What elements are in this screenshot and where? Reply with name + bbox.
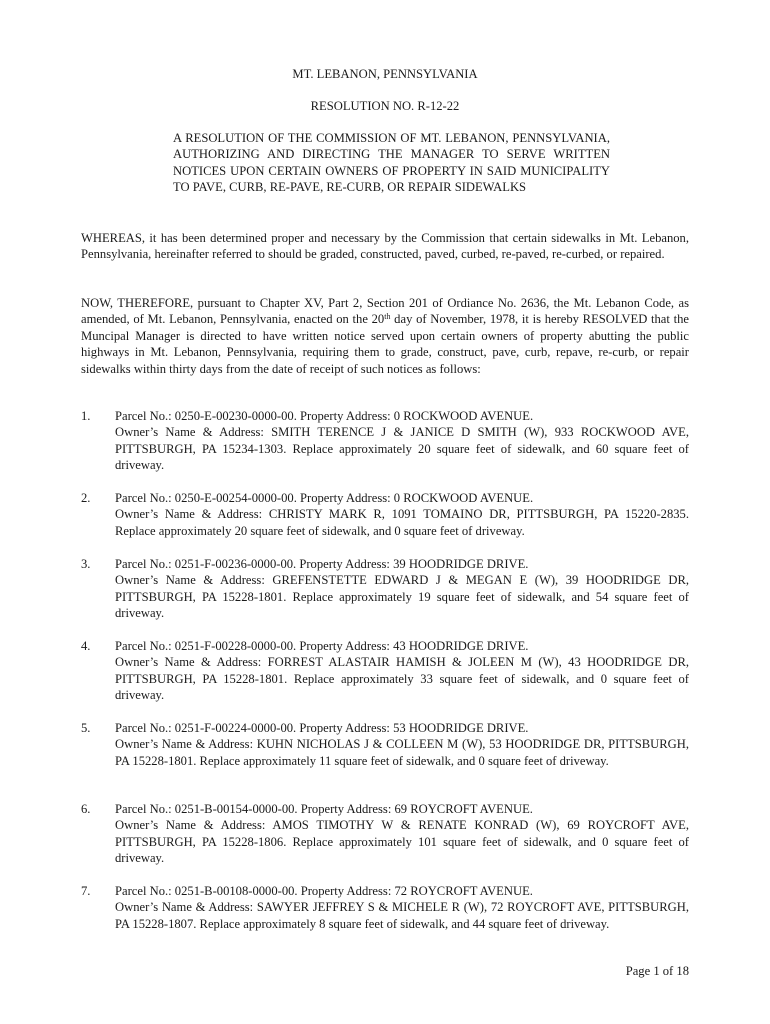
owner-line: Owner’s Name & Address: FORREST ALASTAIR HAMISH & JOLEEN M (W), 43 HOODRIDGE DR, PITTSBURGH, PA 15228-1801. Replace approximately 33 square feet of sidewalk, and 0 square feet of driveway. xyxy=(115,655,689,703)
item-body xyxy=(115,490,689,539)
item-body xyxy=(115,556,689,622)
owner-line: Owner’s Name & Address: SAWYER JEFFREY S & MICHELE R (W), 72 ROYCROFT AVE, PITTSBURGH, PA 15228-1807. Replace approximately 8 square feet of sidewalk, and 44 square feet of driveway. xyxy=(115,900,689,931)
now-therefore-text-start: NOW, THEREFORE, pursuant to Chapter XV, Part 2, Section 201 of Ordiance No. 2636, the Mt. Lebanon Code, as amended, of Mt. Lebanon, Pennsylvania, enacted on the 20 xyxy=(81,296,689,327)
item-number: 1. xyxy=(81,409,91,423)
item-number: 2. xyxy=(81,491,91,505)
item-number: 4. xyxy=(81,639,91,653)
resolution-caption: A RESOLUTION OF THE COMMISSION OF MT. LEBANON, PENNSYLVANIA, AUTHORIZING AND DIRECTING THE MANAGER TO SERVE WRITTEN NOTICES UPON CERTAIN OWNERS OF PROPERTY IN SAID MUNICIPALITY TO PAVE, CURB, RE-PAVE, RE-CURB, OR REPAIR SIDEWALKS xyxy=(173,131,610,195)
municipality-heading: MT. LEBANON, PENNSYLVANIA xyxy=(292,67,478,81)
ordinal-suffix: th xyxy=(384,312,391,322)
owner-line: Owner’s Name & Address: CHRISTY MARK R, 1091 TOMAINO DR, PITTSBURGH, PA 15220-2835. Replace approximately 20 square feet of sidewalk, and 0 square feet of driveway. xyxy=(115,507,689,538)
parcel-line: Parcel No.: 0251-B-00108-0000-00. Property Address: 72 ROYCROFT AVENUE. xyxy=(115,884,533,898)
whereas-paragraph: WHEREAS, it has been determined proper and necessary by the Commission that certain sidewalks in Mt. Lebanon, Pennsylvania, hereinafter referred to should be graded, constructed, paved, curbed, re-paved, re-curbed, or repaired. xyxy=(81,231,689,262)
parcel-line: Parcel No.: 0250-E-00254-0000-00. Property Address: 0 ROCKWOOD AVENUE. xyxy=(115,491,534,505)
owner-line: Owner’s Name & Address: AMOS TIMOTHY W & RENATE KONRAD (W), 69 ROYCROFT AVE, PITTSBURGH, PA 15228-1806. Replace approximately 101 square feet of sidewalk, and 0 square feet of driveway. xyxy=(115,818,689,866)
parcel-line: Parcel No.: 0251-F-00236-0000-00. Property Address: 39 HOODRIDGE DRIVE. xyxy=(115,557,529,571)
item-body xyxy=(115,801,689,867)
parcel-line: Parcel No.: 0251-B-00154-0000-00. Property Address: 69 ROYCROFT AVENUE. xyxy=(115,802,533,816)
parcel-line: Parcel No.: 0250-E-00230-0000-00. Property Address: 0 ROCKWOOD AVENUE. xyxy=(115,409,534,423)
item-body xyxy=(115,720,689,769)
owner-line: Owner’s Name & Address: SMITH TERENCE J & JANICE D SMITH (W), 933 ROCKWOOD AVE, PITTSBURGH, PA 15234-1303. Replace approximately 20 square feet of sidewalk, and 60 square feet of driveway. xyxy=(115,425,689,473)
item-number: 3. xyxy=(81,557,91,571)
item-body xyxy=(115,408,689,474)
now-therefore-paragraph xyxy=(81,295,689,377)
item-number: 7. xyxy=(81,884,91,898)
page-number: Page 1 of 18 xyxy=(625,964,689,978)
item-body xyxy=(115,883,689,932)
item-number: 6. xyxy=(81,802,91,816)
parcel-line: Parcel No.: 0251-F-00228-0000-00. Property Address: 43 HOODRIDGE DRIVE. xyxy=(115,639,529,653)
parcel-line: Parcel No.: 0251-F-00224-0000-00. Property Address: 53 HOODRIDGE DRIVE. xyxy=(115,721,529,735)
item-body xyxy=(115,638,689,704)
owner-line: Owner’s Name & Address: GREFENSTETTE EDWARD J & MEGAN E (W), 39 HOODRIDGE DR, PITTSBURGH, PA 15228-1801. Replace approximately 19 square feet of sidewalk, and 54 square feet of driveway. xyxy=(115,573,689,621)
item-number: 5. xyxy=(81,721,91,735)
now-therefore-text-end: day of November, 1978, it is hereby RESOLVED that the Muncipal Manager is directed to have written notice served upon certain owners of property abutting the public highways in Mt. Lebanon, Pennsylvania, requiring them to grade, construct, pave, curb, repave, re-curb, or repair sidewalks within thirty days from the date of receipt of such notices as follows: xyxy=(81,312,689,376)
resolution-number: RESOLUTION NO. R-12-22 xyxy=(310,99,460,113)
owner-line: Owner’s Name & Address: KUHN NICHOLAS J & COLLEEN M (W), 53 HOODRIDGE DR, PITTSBURGH, PA 15228-1801. Replace approximately 11 square feet of sidewalk, and 0 square feet of driveway. xyxy=(115,737,689,768)
